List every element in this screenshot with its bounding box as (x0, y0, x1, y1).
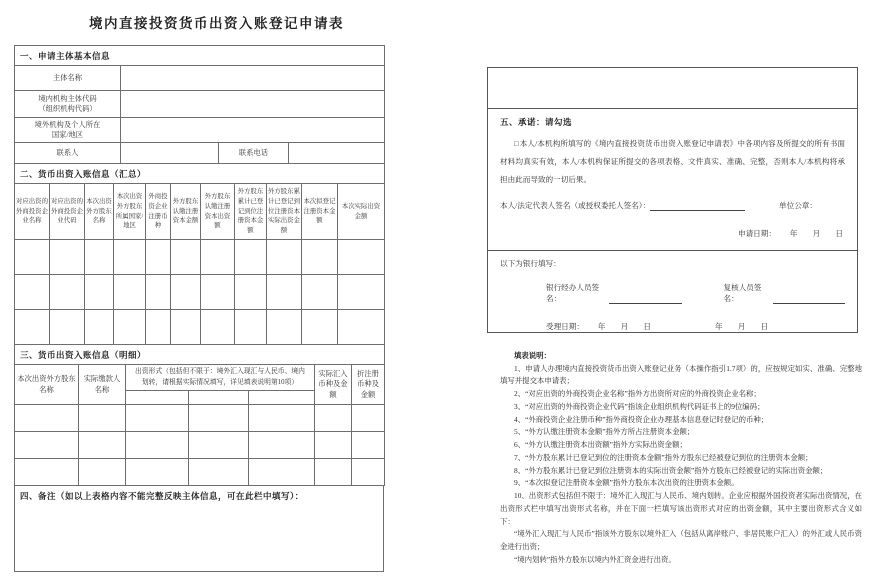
table-row (15, 432, 385, 459)
applicant-signature-row (500, 200, 845, 211)
empty-cell (171, 310, 201, 345)
column-header: 本次实际出资金额 (338, 184, 385, 240)
empty-cell (338, 240, 385, 275)
instructions-heading: 填表说明： (514, 351, 551, 360)
empty-cell (249, 391, 315, 405)
column-header: 外商投资企业注册币种 (146, 184, 171, 240)
column-header-converted: 折注册币种及金额 (352, 365, 385, 405)
table-row (15, 240, 385, 275)
empty-cell (15, 459, 79, 486)
filling-instructions (500, 350, 862, 566)
seal-label: 单位公章： (779, 200, 817, 210)
column-header-shareholder: 本次出资外方股东名称 (15, 365, 79, 405)
empty-cell (189, 391, 249, 405)
table-row (15, 275, 385, 310)
column-header: 对应出资的外商投资企业代码 (50, 184, 85, 240)
empty-cell (15, 405, 79, 432)
section2-heading: 二、货币出资入账信息（汇总） (15, 164, 385, 184)
empty-cell (315, 459, 352, 486)
table-row (15, 143, 385, 164)
table-row (15, 405, 385, 432)
empty-cell (302, 240, 338, 275)
input-cell-subject-name (121, 66, 385, 91)
label-overseas-country (15, 118, 121, 143)
section1-table (14, 45, 385, 164)
column-header: 本次出资外方股东所属国家/地区 (114, 184, 146, 240)
empty-cell (189, 432, 249, 459)
empty-cell (267, 310, 302, 345)
section3-heading: 三、货币出资入账信息（明细） (15, 345, 385, 365)
input-cell-phone (289, 143, 385, 164)
label-overseas-line2: 国家/地区 (51, 130, 84, 139)
empty-cell (302, 275, 338, 310)
empty-cell (79, 432, 126, 459)
label-contact: 联系人 (15, 143, 121, 164)
column-header: 外方股东累计已登记到位注册资本金额 (235, 184, 267, 240)
column-header: 外方股东认缴注册资本金额 (171, 184, 201, 240)
input-cell-org-code (121, 91, 385, 118)
empty-cell (201, 310, 235, 345)
table-row (15, 459, 385, 486)
empty-cell (315, 432, 352, 459)
section4-table (14, 485, 384, 572)
instruction-item: 2、“对应出资的外商投资企业名称”指外方出资所对应的外商投资企业名称； (514, 389, 761, 399)
form-title: 境内直接投资货币出资入账登记申请表 (89, 16, 344, 31)
empty-cell (79, 459, 126, 486)
empty-cell (85, 310, 114, 345)
empty-cell (171, 240, 201, 275)
empty-cell (50, 310, 85, 345)
section3-table (14, 344, 385, 486)
instruction-item: “境外汇入现汇与人民币”指该外方股东以境外汇入（包括从离岸账户、非居民账户汇入）的外汇或人民币资金进行出资； (500, 529, 862, 552)
application-date-label: 申请日期： (738, 228, 776, 238)
empty-cell (235, 310, 267, 345)
instruction-item: 8、“外方股东累计已登记到位注册资本的实际出资金额”指外方股东已经被登记的实际出资金额； (514, 465, 828, 475)
table-row (15, 66, 385, 91)
empty-cell (171, 275, 201, 310)
section2-header-row (15, 184, 385, 240)
empty-cell (114, 275, 146, 310)
commitment-section (488, 109, 857, 251)
empty-cell (15, 240, 50, 275)
label-overseas-line1: 境外机构及个人所在 (34, 119, 101, 129)
section3-header-row (15, 365, 385, 391)
reviewer-signature-line (773, 294, 845, 304)
application-date-fields: 年 月 日 (789, 228, 844, 238)
commitment-text: 本人/本机构所填写的《境内直接投资货币出资入账登记申请表》中各项内容及所提交的所有书面材料均真实有效，本人/本机构保证所提交的各项表格、文件真实、准确、完整，否则本人/本机构将承担由此而导致的一切后果。 (500, 139, 846, 184)
label-org-code-line1: 境内机构主体代码 (38, 93, 97, 103)
application-date-row (738, 228, 845, 239)
acceptance-date-fields: 年 月 日 (597, 322, 652, 331)
table-row (15, 486, 384, 572)
reviewer-label: 复核人员签名： (723, 283, 762, 303)
instruction-item: “境内划转”指外方股东以境内外汇资金进行出资。 (514, 554, 676, 564)
section4-heading: 四、备注（如以上表格内容不能完整反映主体信息，可在此栏中填写）： (20, 491, 304, 501)
review-date-fields: 年 月 日 (714, 322, 769, 331)
instruction-item: 1、申请人办理境内直接投资货币出资入账登记业务（本操作指引1.7项）的，应按规定如实、准确、完整地填写并提交本申请表； (500, 363, 862, 386)
section2-table (14, 163, 385, 345)
remarks-area (15, 486, 384, 572)
column-header: 对应出资的外商投资企业名称 (15, 184, 50, 240)
instruction-item: 3、“对应出资的外商投资企业代码”指该企业组织机构代码证书上的9位编码； (514, 401, 765, 411)
empty-cell (249, 459, 315, 486)
instruction-item: 7、“外方股东累计已登记到位的注册资本金额”指外方股东已经被登记到位的注册资本金额； (514, 452, 813, 462)
empty-cell (15, 432, 79, 459)
empty-cell (302, 310, 338, 345)
instruction-item: 5、“外方认缴注册资本金额”指外方所占注册资本金额； (514, 427, 695, 437)
input-cell-overseas-country (121, 118, 385, 143)
instruction-item: 10、出资形式包括但不限于：境外汇入现汇与人民币、境内划转。企业应根据外国投资者实际出资情况，在出资形式栏中填写出资形式名称，并在下面一栏填写该出资形式对应的出资金额，其中主要出资形式含义如下： (500, 491, 862, 526)
empty-cell (50, 275, 85, 310)
signature-label: 本人/法定代表人签名（或授权委托人签名）： (500, 200, 651, 210)
bank-section-heading: 以下为银行填写： (500, 259, 561, 268)
empty-cell (114, 240, 146, 275)
signature-line (650, 201, 745, 211)
bank-use-section (488, 251, 857, 332)
empty-cell (15, 275, 50, 310)
empty-cell (146, 310, 171, 345)
handler-signature-line (609, 294, 681, 304)
acceptance-date-row (500, 321, 845, 332)
empty-cell (352, 459, 385, 486)
empty-cell (126, 459, 189, 486)
empty-cell (338, 310, 385, 345)
empty-cell (126, 391, 189, 405)
empty-cell (352, 405, 385, 432)
table-row (15, 46, 385, 66)
bank-signature-row (500, 282, 845, 304)
input-cell-contact (121, 143, 219, 164)
empty-cell (315, 405, 352, 432)
label-org-code-line2: （组织机构代码） (38, 104, 97, 113)
table-row (15, 91, 385, 118)
column-header-contribution-form: 出资形式（包括但不限于：境外汇入现汇与人民币、境内划转，请根据实际情况填写，详见填表说明第10项） (126, 365, 315, 391)
commitment-statement (500, 135, 845, 189)
empty-cell (189, 405, 249, 432)
column-header: 外方股东认缴注册资本出资额 (201, 184, 235, 240)
empty-cell (235, 275, 267, 310)
empty-cell (352, 432, 385, 459)
form-page-left (14, 46, 384, 572)
empty-cell (15, 310, 50, 345)
empty-cell (50, 240, 85, 275)
bank-handler-label: 银行经办人员签名： (546, 283, 600, 303)
column-header: 本次出资外方股东名称 (85, 184, 114, 240)
empty-cell (85, 275, 114, 310)
label-org-code (15, 91, 121, 118)
empty-cell (114, 310, 146, 345)
instruction-item: 6、“外方认缴注册资本出资额”指外方实际出资金额； (514, 440, 687, 450)
table-row (15, 310, 385, 345)
table-row (15, 118, 385, 143)
empty-cell (189, 459, 249, 486)
empty-cell (338, 275, 385, 310)
section1-heading: 一、申请主体基本信息 (15, 46, 385, 66)
column-header-currency-in: 实际汇入币种及金额 (315, 365, 352, 405)
empty-cell (146, 275, 171, 310)
acceptance-date-label: 受理日期： (546, 322, 584, 331)
column-header-payer: 实际缴款人名称 (79, 365, 126, 405)
empty-cell (267, 240, 302, 275)
blank-continuation-area (488, 68, 857, 109)
empty-cell (85, 240, 114, 275)
table-row (15, 345, 385, 365)
empty-cell (146, 240, 171, 275)
section5-heading: 五、承诺：请勾选 (500, 117, 573, 127)
column-header: 本次拟登记注册资本金额 (302, 184, 338, 240)
column-header: 外方股东累计已登记到位注册资本实际出资金额 (267, 184, 302, 240)
empty-cell (79, 405, 126, 432)
form-page-right (487, 67, 858, 333)
empty-cell (235, 240, 267, 275)
empty-cell (126, 405, 189, 432)
empty-cell (201, 275, 235, 310)
empty-cell (249, 405, 315, 432)
table-row (15, 164, 385, 184)
instruction-item: 4、“外商投资企业注册币种”指外商投资企业办理基本信息登记时登记的币种； (514, 414, 769, 424)
checkbox-icon: □ (514, 139, 519, 148)
label-subject-name: 主体名称 (15, 66, 121, 91)
empty-cell (267, 275, 302, 310)
empty-cell (249, 432, 315, 459)
empty-cell (201, 240, 235, 275)
label-phone: 联系电话 (219, 143, 289, 164)
empty-cell (126, 432, 189, 459)
instruction-item: 9、“本次拟登记注册资本金额”指外方股东本次出资的注册资本金额。 (514, 478, 739, 488)
